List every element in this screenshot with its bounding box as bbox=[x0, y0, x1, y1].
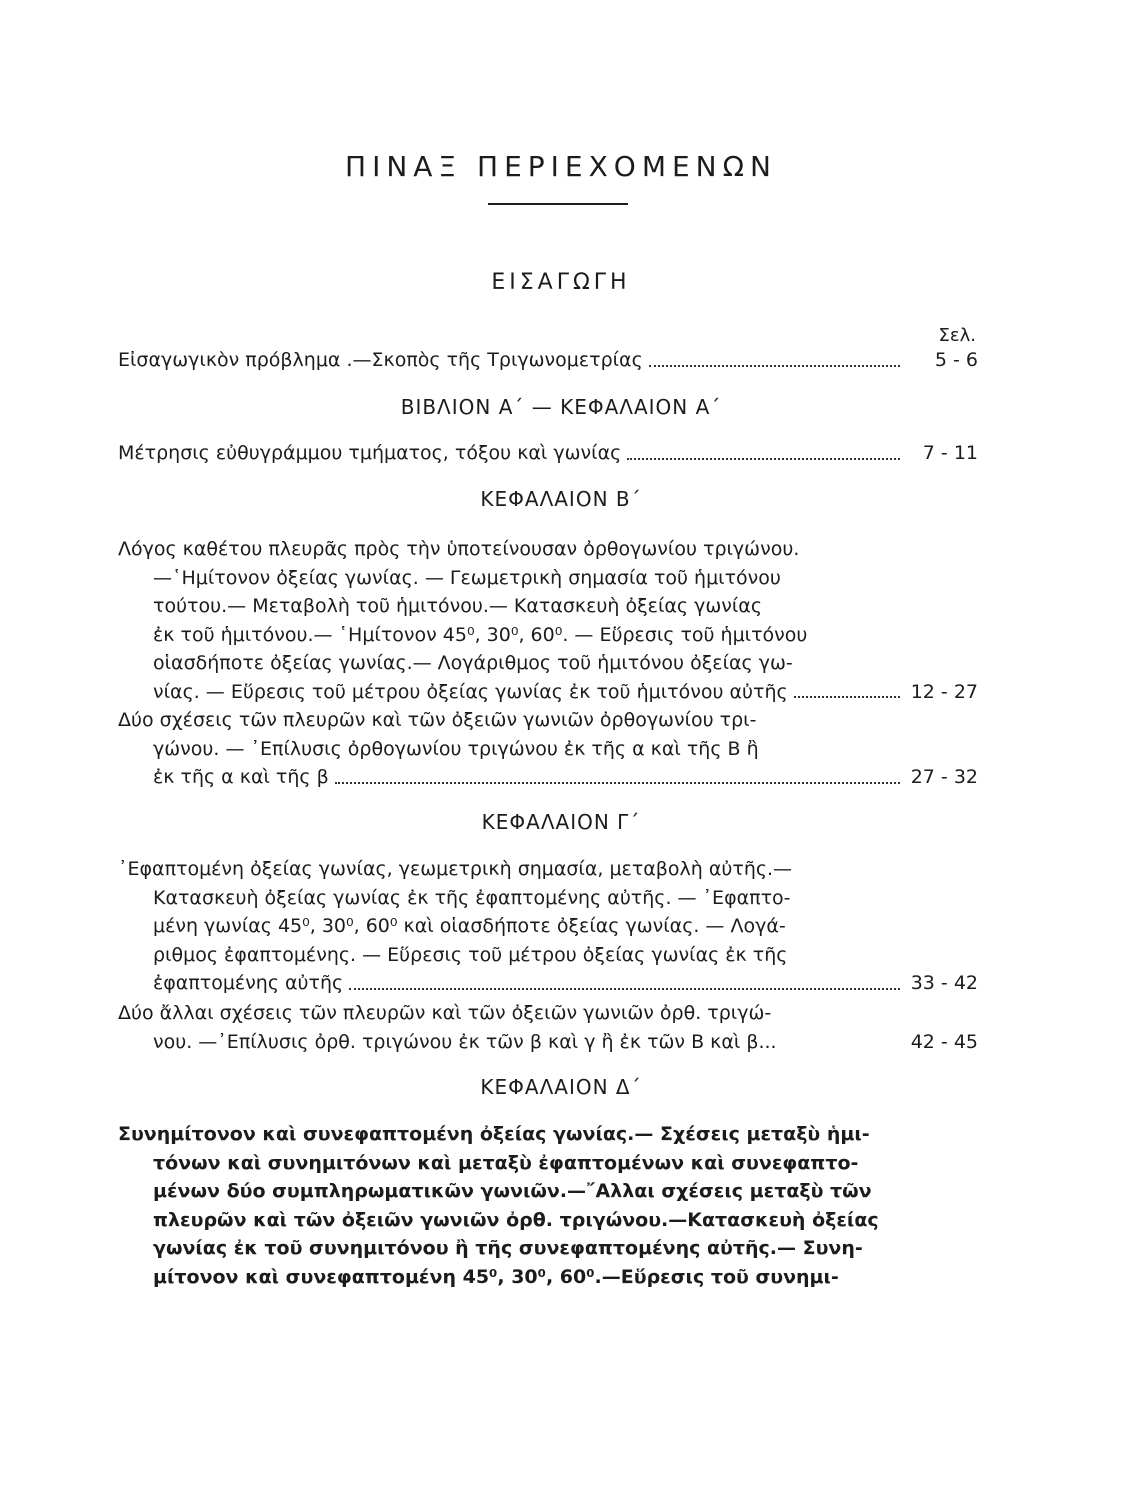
intro-heading: ΕΙΣΑΓΩΓΗ bbox=[491, 270, 631, 295]
entry-pages: 12 - 27 bbox=[910, 680, 978, 703]
entry-pages: 5 - 6 bbox=[934, 349, 978, 371]
entry-line: νου. —᾿Επίλυσις ὀρθ. τριγώνου ἐκ τῶν β καὶ γ ἢ ἐκ τῶν Β καὶ β... bbox=[153, 1030, 777, 1053]
dot-leader bbox=[627, 439, 900, 460]
page-title: ΠΙΝΑΞ ΠΕΡΙΕΧΟΜΕΝΩΝ bbox=[345, 150, 777, 183]
title-underline bbox=[488, 203, 628, 205]
toc-entry bbox=[118, 346, 978, 375]
page-column-label: Σελ. bbox=[938, 325, 976, 346]
entry-line: πλευρῶν καὶ τῶν ὀξειῶν γωνιῶν ὀρθ. τριγώνου.—Κατασκευὴ ὀξείας bbox=[153, 1208, 879, 1231]
entry-line: Συνημίτονον καὶ συνεφαπτομένη ὀξείας γωνίας.— Σχέσεις μεταξὺ ἡμι- bbox=[118, 1123, 870, 1145]
toc-entry bbox=[118, 999, 978, 1056]
entry-line: —῾Ημίτονον ὀξείας γωνίας. — Γεωμετρικὴ σημασία τοῦ ἡμιτόνου bbox=[153, 566, 781, 589]
entry-line: τόνων καὶ συνημιτόνων καὶ μεταξὺ ἐφαπτομένων καὶ συνεφαπτο- bbox=[153, 1151, 859, 1174]
dot-leader bbox=[794, 678, 900, 699]
spacer bbox=[783, 1028, 900, 1049]
toc-entry bbox=[118, 855, 978, 998]
toc-entry bbox=[118, 439, 978, 468]
entry-line: Δύο σχέσεις τῶν πλευρῶν καὶ τῶν ὀξειῶν γωνιῶν ὀρθογωνίου τρι- bbox=[118, 709, 757, 731]
chapter-g-heading: ΚΕΦΑΛΑΙΟΝ Γ΄ bbox=[481, 810, 641, 834]
chapter-d-heading: ΚΕΦΑΛΑΙΟΝ Δ΄ bbox=[480, 1075, 642, 1099]
entry-line: γώνου. — ᾿Επίλυσις ὀρθογωνίου τριγώνου ἐκ τῆς α καὶ τῆς Β ἢ bbox=[153, 737, 759, 760]
entry-text: Μέτρησις εὐθυγράμμου τμήματος, τόξου καὶ γωνίας bbox=[118, 442, 622, 464]
entry-line: ᾿Εφαπτομένη ὀξείας γωνίας, γεωμετρικὴ σημασία, μεταβολὴ αὐτῆς.— bbox=[118, 858, 793, 880]
entry-pages: 7 - 11 bbox=[922, 442, 978, 464]
book-a-chapter-a-heading: ΒΙΒΛΙΟΝ Α΄ — ΚΕΦΑΛΑΙΟΝ Α΄ bbox=[400, 395, 722, 419]
entry-text: Εἰσαγωγικὸν πρόβλημα .—Σκοπὸς τῆς Τριγωνομετρίας bbox=[118, 349, 643, 371]
entry-line: γωνίας ἐκ τοῦ συνημιτόνου ἢ τῆς συνεφαπτομένης αὐτῆς.— Συνη- bbox=[153, 1237, 863, 1259]
chapter-b-heading: ΚΕΦΑΛΑΙΟΝ Β΄ bbox=[480, 487, 642, 511]
entry-line: Δύο ἄλλαι σχέσεις τῶν πλευρῶν καὶ τῶν ὀξειῶν γωνιῶν ὀρθ. τριγώ- bbox=[118, 1002, 772, 1024]
entry-line: οἱασδήποτε ὀξείας γωνίας.— Λογάριθμος τοῦ ἡμιτόνου ὀξείας γω- bbox=[153, 652, 793, 674]
dot-leader bbox=[349, 969, 900, 990]
entry-pages: 42 - 45 bbox=[910, 1030, 978, 1053]
dot-leader bbox=[335, 763, 900, 784]
entry-line: ἐκ τῆς α καὶ τῆς β bbox=[153, 766, 329, 788]
entry-line: νίας. — Εὕρεσις τοῦ μέτρου ὀξείας γωνίας ἐκ τοῦ ἡμιτόνου αὐτῆς bbox=[153, 680, 788, 703]
entry-line: μένη γωνίας 45⁰, 30⁰, 60⁰ καὶ οἱασδήποτε ὀξείας γωνίας. — Λογά- bbox=[153, 915, 786, 937]
entry-line: Λόγος καθέτου πλευρᾶς πρὸς τὴν ὑποτείνουσαν ὀρθογωνίου τριγώνου. bbox=[118, 538, 800, 560]
entry-line: μίτονον καὶ συνεφαπτομένη 45⁰, 30⁰, 60⁰.—Εὕρεσις τοῦ συνημι- bbox=[153, 1265, 839, 1288]
dot-leader bbox=[649, 346, 900, 367]
entry-pages: 33 - 42 bbox=[910, 972, 978, 994]
entry-pages: 27 - 32 bbox=[910, 766, 978, 788]
toc-entry bbox=[118, 1120, 978, 1291]
entry-line: τούτου.— Μεταβολὴ τοῦ ἡμιτόνου.— Κατασκευὴ ὀξείας γωνίας bbox=[153, 595, 762, 617]
toc-entry bbox=[118, 535, 978, 706]
entry-line: ἐκ τοῦ ἡμιτόνου.— ῾Ημίτονον 45⁰, 30⁰, 60⁰. — Εὕρεσις τοῦ ἡμιτόνου bbox=[153, 623, 808, 646]
entry-line: ριθμος ἐφαπτομένης. — Εὕρεσις τοῦ μέτρου ὀξείας γωνίας ἐκ τῆς bbox=[153, 943, 788, 966]
toc-entry bbox=[118, 706, 978, 792]
entry-line: ἐφαπτομένης αὐτῆς bbox=[153, 972, 344, 994]
entry-line: Κατασκευὴ ὀξείας γωνίας ἐκ τῆς ἐφαπτομένης αὐτῆς. — ᾿Εφαπτο- bbox=[153, 886, 791, 909]
entry-line: μένων δύο συμπληρωματικῶν γωνιῶν.—῎Αλλαι σχέσεις μεταξὺ τῶν bbox=[153, 1180, 872, 1202]
